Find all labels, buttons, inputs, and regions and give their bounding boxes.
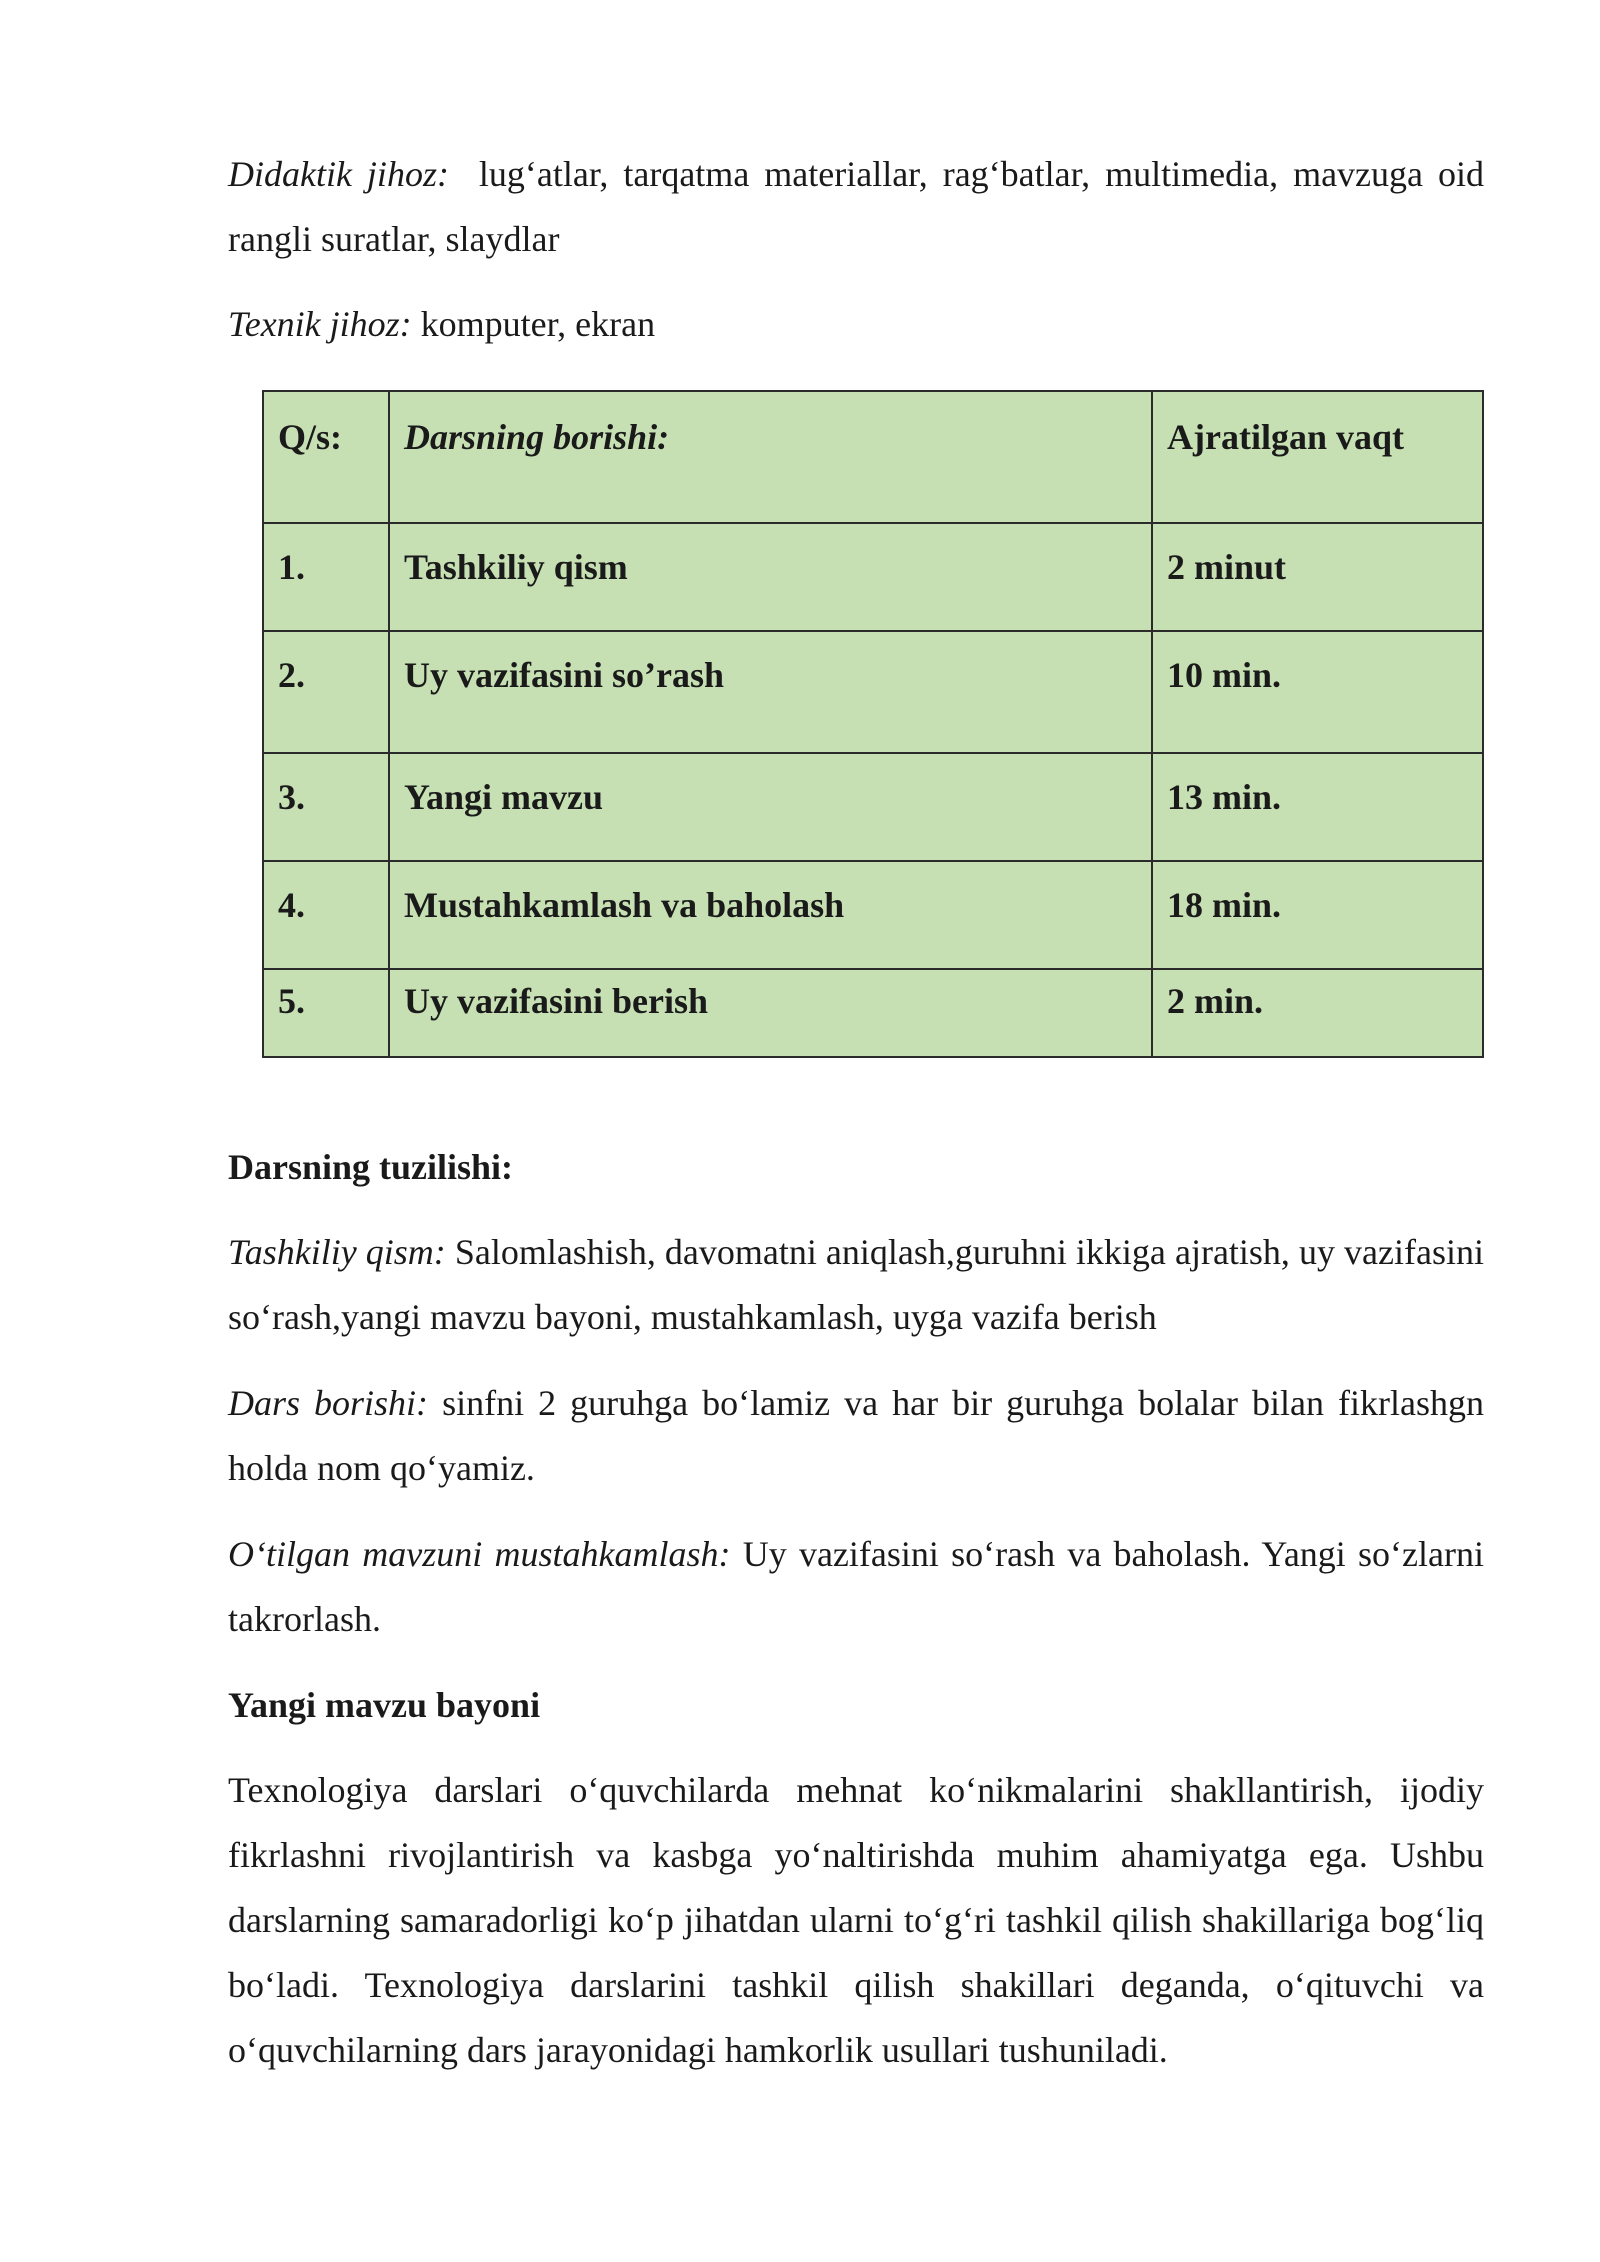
row-time: 18 min. <box>1152 861 1483 969</box>
row-step: Uy vazifasini berish <box>389 969 1152 1057</box>
header-lesson-progress: Darsning borishi: <box>389 391 1152 523</box>
texnik-text: komputer, ekran <box>420 304 656 344</box>
row-time: 13 min. <box>1152 753 1483 861</box>
new-topic-heading: Yangi mavzu bayoni <box>228 1685 541 1725</box>
table-row <box>263 969 1483 1057</box>
row-number: 4. <box>263 861 389 969</box>
row-number: 5. <box>263 969 389 1057</box>
row-number: 1. <box>263 523 389 631</box>
row-step: Tashkiliy qism <box>389 523 1152 631</box>
tashkiliy-label: Tashkiliy qism: <box>228 1232 446 1272</box>
otilgan-text: Uy vazifasini so‘rash va baholash. Yangi so‘zlarni takrorlash. <box>228 1534 1484 1639</box>
table-row <box>263 631 1483 753</box>
row-time: 10 min. <box>1152 631 1483 753</box>
otilgan-paragraph <box>228 1522 1484 1652</box>
didaktik-label: Didaktik jihoz: <box>228 154 449 194</box>
lesson-plan-table <box>262 390 1484 1058</box>
row-time: 2 min. <box>1152 969 1483 1057</box>
table-row <box>263 861 1483 969</box>
dars-borishi-text: sinfni 2 guruhga bo‘lamiz va har bir guruhga bolalar bilan fikrlashgn holda nom qo‘yamiz. <box>228 1383 1485 1488</box>
row-step: Yangi mavzu <box>389 753 1152 861</box>
row-number: 3. <box>263 753 389 861</box>
structure-heading: Darsning tuzilishi: <box>228 1147 514 1187</box>
tashkiliy-paragraph <box>228 1220 1484 1350</box>
row-step: Mustahkamlash va baholash <box>389 861 1152 969</box>
table-row <box>263 523 1483 631</box>
table-row <box>263 753 1483 861</box>
header-allocated-time: Ajratilgan vaqt <box>1152 391 1483 523</box>
otilgan-label: O‘tilgan mavzuni mustahkamlash: <box>228 1534 731 1574</box>
texnik-paragraph <box>228 292 1484 357</box>
didaktik-paragraph <box>228 142 1484 272</box>
header-number: Q/s: <box>263 391 389 523</box>
row-step: Uy vazifasini so’rash <box>389 631 1152 753</box>
new-topic-body: Texnologiya darslari o‘quvchilarda mehnat ko‘nikmalarini shakllantirish, ijodiy fikrlashni rivojlantirish va kasbga yo‘naltirishda muhim ahamiyatga ega. Ushbu darslarning samaradorligi ko‘p jihatdan ularni to‘g‘ri tashkil qilish shakillariga bog‘liq bo‘ladi. Texnologiya darslarini tashkil qilish shakillari deganda, o‘qituvchi va o‘quvchilarning dars jarayonidagi hamkorlik usullari tushuniladi. <box>228 1770 1484 2070</box>
table-header-row <box>263 391 1483 523</box>
row-time: 2 minut <box>1152 523 1483 631</box>
texnik-label: Texnik jihoz: <box>228 304 412 344</box>
didaktik-text: lug‘atlar, tarqatma materiallar, rag‘batlar, multimedia, mavzuga oid rangli suratlar, slaydlar <box>228 154 1484 259</box>
row-number: 2. <box>263 631 389 753</box>
tashkiliy-text: Salomlashish, davomatni aniqlash,guruhni ikkiga ajratish, uy vazifasini so‘rash,yangi mavzu bayoni, mustahkamlash, uyga vazifa berish <box>228 1232 1484 1337</box>
dars-borishi-paragraph <box>228 1371 1484 1501</box>
dars-borishi-label: Dars borishi: <box>228 1383 429 1423</box>
